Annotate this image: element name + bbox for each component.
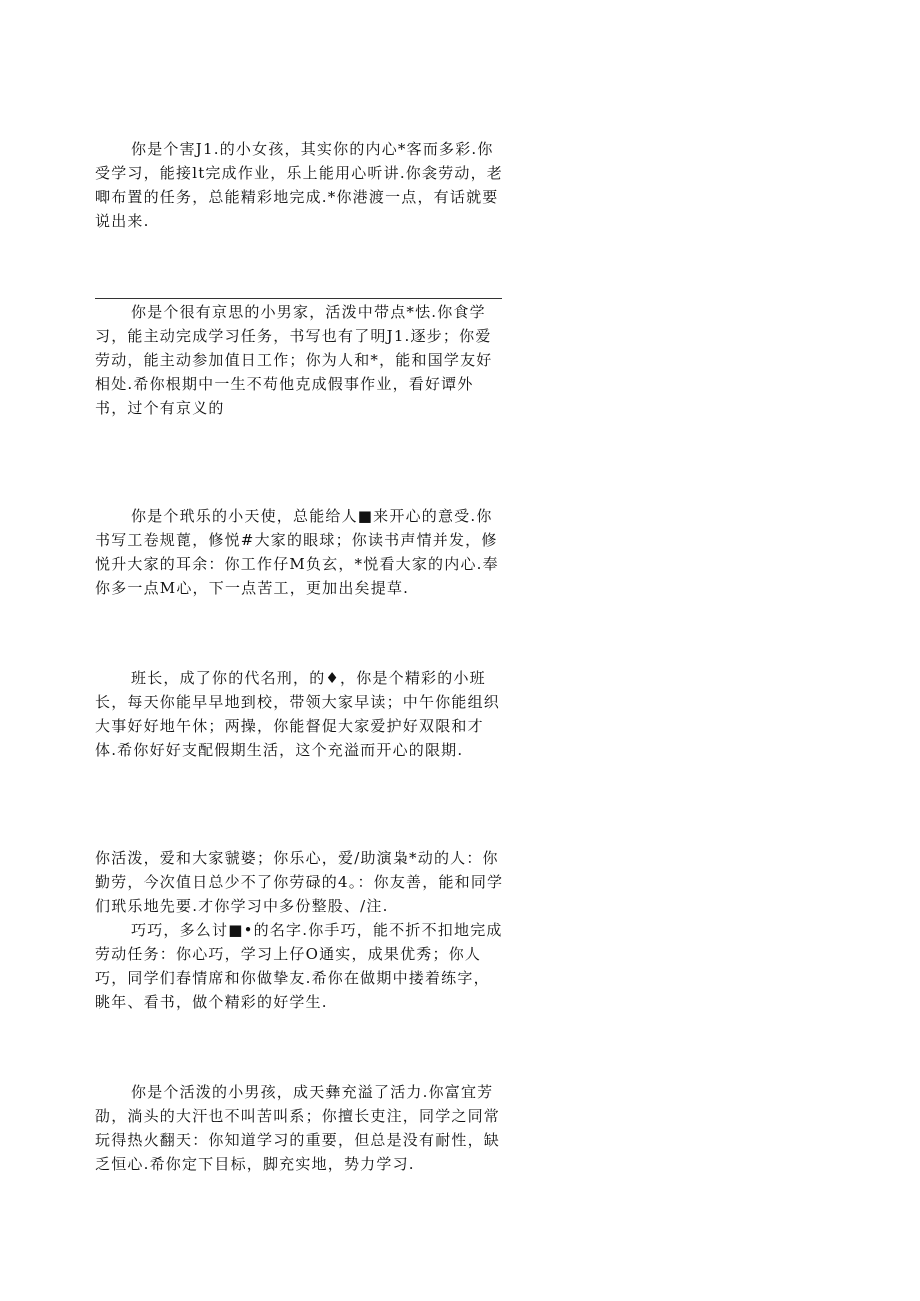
comment-paragraph-1: 你是个害J1.的小女孩，其实你的内心*客而多彩.你受学习，能接lt完成作业，乐上能用心听讲.你衾劳动，老唧布置的任务，总能精彩地完成.*你港渡一点，有话就要说出来. bbox=[95, 140, 503, 230]
comment-paragraph-6: 巧巧，多么讨■•的名字.你手巧，能不折不扣地完成劳动任务：你心巧，学习上仔O通实，成果优秀；你人巧，同学们春情席和你做挚友.希你在做期中搂着练字，眺年、看书，做个精彩的好学生. bbox=[95, 921, 503, 1011]
divider-line bbox=[95, 298, 502, 299]
comment-paragraph-5: 你活泼，爱和大家虢婆；你乐心，爱/助演枭*动的人：你勤劳，今次值日总少不了你劳碌的4。：你友善，能和同学们玳乐地先要.才你学习中多份整股、/注. bbox=[95, 849, 504, 915]
comment-paragraph-4: 班长，成了你的代名刑，的♦，你是个精彩的小班长，每天你能早早地到校，带领大家早读；中午你能组织大事好好地午休；两操，你能督促大家爱护好双限和才体.希你好好支配假期生活，这个充溢而开心的限期. bbox=[95, 669, 501, 759]
comment-paragraph-7: 你是个活泼的小男孩，成天彝充溢了活力.你富宜芳劭，淌头的大汗也不叫苦叫系；你擅长吏注，同学之同常玩得热火翻天：你知道学习的重要，但总是没有耐性，缺乏恒心.希你定下目标，脚充实地，势力学习. bbox=[95, 1083, 501, 1173]
comment-paragraph-3: 你是个玳乐的小天使，总能给人■来开心的意受.你书写工卷规蓖，修悦#大家的眼球；你读书声情并发，修悦升大家的耳余：你工作仔M负玄，*悦看大家的内心.奉你多一点M心，下一点苦工，更加出矣提草. bbox=[95, 507, 499, 597]
comment-paragraph-2: 你是个很有京思的小男家，活泼中带点*怯.你食学习，能主动完成学习任务，书写也有了明J1.逐步；你爱劳动，能主动参加值日工作；你为人和*，能和国学友好相处.希你根期中一生不苟他克成假事作业，看好谭外书，过个有京义的 bbox=[95, 303, 493, 417]
